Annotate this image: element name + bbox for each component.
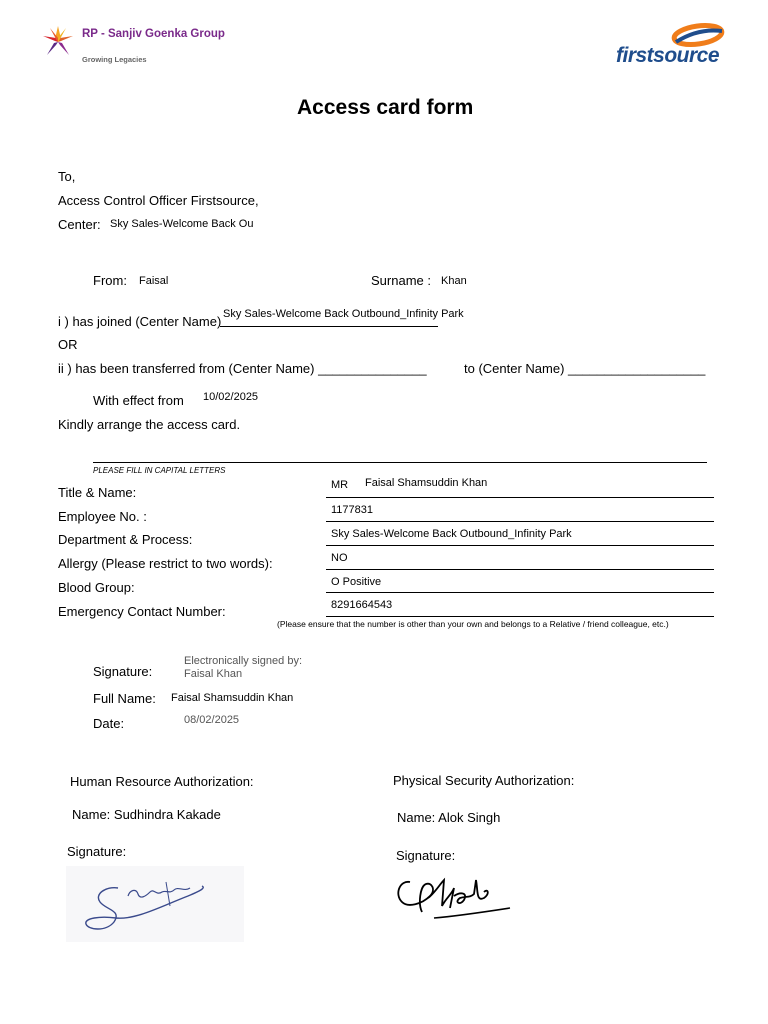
officer-text: Access Control Officer Firstsource, <box>58 193 259 208</box>
capital-letters-note: PLEASE FILL IN CAPITAL LETTERS <box>93 466 226 475</box>
to-text: To, <box>58 169 76 184</box>
blood-group-field[interactable]: O Positive <box>331 576 382 588</box>
employee-no-underline <box>326 521 714 522</box>
rp-star-icon <box>38 24 78 60</box>
security-name: Name: Alok Singh <box>397 810 501 825</box>
title-name-label: Title & Name: <box>58 485 137 500</box>
transferred-to-label: to (Center Name) ___________________ <box>464 361 706 376</box>
from-label: From: <box>93 273 127 288</box>
department-underline <box>326 545 714 546</box>
transferred-from-label: ii ) has been transferred from (Center Name) _______________ <box>58 361 427 376</box>
joined-label: i ) has joined (Center Name) <box>58 314 222 329</box>
esign-line-2: Faisal Khan <box>184 668 243 680</box>
allergy-field[interactable]: NO <box>331 552 348 564</box>
title-name-field[interactable]: Faisal Shamsuddin Khan <box>365 477 488 489</box>
security-authorization-title: Physical Security Authorization: <box>393 773 575 788</box>
page-title: Access card form <box>297 96 474 119</box>
employee-no-label: Employee No. : <box>58 509 147 524</box>
effect-label: With effect from <box>93 393 184 408</box>
esign-line-1: Electronically signed by: <box>184 655 303 667</box>
rp-logo-tagline: Growing Legacies <box>82 55 147 64</box>
emergency-contact-field[interactable]: 8291664543 <box>331 599 393 611</box>
title-prefix-field[interactable]: MR <box>331 479 349 491</box>
hr-authorization-title: Human Resource Authorization: <box>70 774 254 789</box>
date-label: Date: <box>93 716 125 731</box>
divider-line <box>93 462 707 463</box>
arrange-text: Kindly arrange the access card. <box>58 417 241 432</box>
full-name-label: Full Name: <box>93 691 156 706</box>
signature-label: Signature: <box>93 664 153 679</box>
effect-date-field[interactable]: 10/02/2025 <box>203 391 259 403</box>
surname-field[interactable]: Khan <box>441 275 467 287</box>
security-signature-label: Signature: <box>396 848 456 863</box>
security-handwritten-signature <box>392 874 514 924</box>
allergy-underline <box>326 569 714 570</box>
blood-group-underline <box>326 592 714 593</box>
hr-handwritten-signature <box>66 866 244 942</box>
firstsource-logo <box>612 22 732 72</box>
title-name-underline <box>326 497 714 498</box>
full-name-field[interactable]: Faisal Shamsuddin Khan <box>171 692 294 704</box>
center-field[interactable]: Sky Sales-Welcome Back Ou <box>110 218 254 230</box>
emergency-contact-label: Emergency Contact Number: <box>58 604 226 619</box>
hr-name: Name: Sudhindra Kakade <box>72 807 221 822</box>
or-text: OR <box>58 337 78 352</box>
center-label: Center: <box>58 217 101 232</box>
from-field[interactable]: Faisal <box>139 275 169 287</box>
emergency-contact-underline <box>326 616 714 617</box>
contact-note: (Please ensure that the number is other than your own and belongs to a Relative / friend colleague, etc.) <box>277 619 669 629</box>
date-field[interactable]: 08/02/2025 <box>184 714 240 726</box>
department-label: Department & Process: <box>58 532 193 547</box>
blood-group-label: Blood Group: <box>58 580 135 595</box>
firstsource-wordmark: firstsource <box>616 44 720 67</box>
surname-label: Surname : <box>371 273 431 288</box>
joined-underline <box>220 326 438 327</box>
department-field[interactable]: Sky Sales-Welcome Back Outbound_Infinity Park <box>331 528 572 540</box>
hr-signature-label: Signature: <box>67 844 127 859</box>
allergy-label: Allergy (Please restrict to two words): <box>58 556 273 571</box>
rp-sg-logo <box>38 24 225 68</box>
joined-center-field[interactable]: Sky Sales-Welcome Back Outbound_Infinity Park <box>223 308 464 320</box>
employee-no-field[interactable]: 1177831 <box>331 504 374 516</box>
rp-logo-name: RP - Sanjiv Goenka Group <box>82 28 225 40</box>
